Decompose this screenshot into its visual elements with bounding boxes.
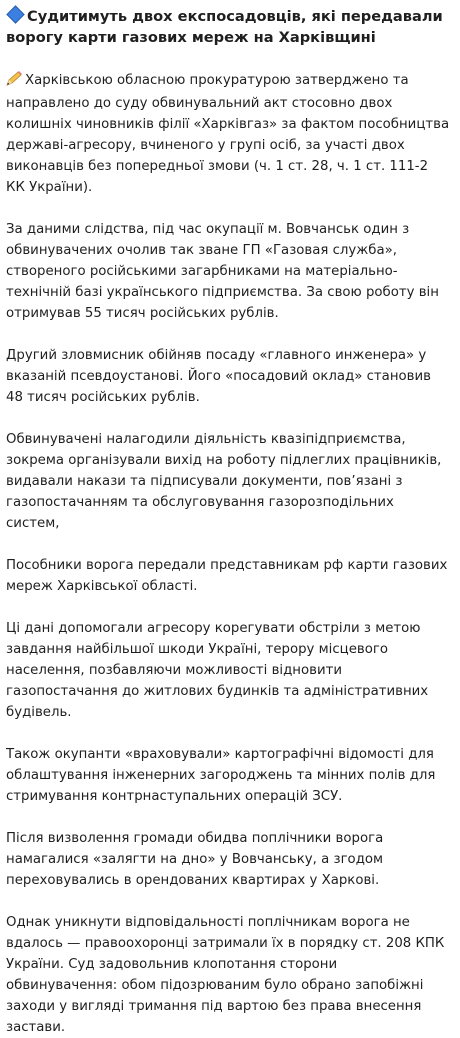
paragraph-6: Ці дані допомогали агресору корегувати обстріли з метою завдання найбільшої шкоди Україні, терору місцевого населення, позбавляючи можливості відновити газопостачання до житлових будинків та адміністративних будівель. <box>6 621 429 720</box>
paragraph-9: Однак уникнути відповідальності поплічникам ворога не вдалось — правоохоронці затримали їх в порядку ст. 208 КПК України. Суд задовольнив клопотання сторони обвинувачення: обом підозрюваним було обрано запобіжні заходи у вигляді тримання під вартою без права внесення застави. <box>6 915 445 1035</box>
paragraph-1-text: Харківською обласною прокуратурою затверджено та направлено до суду обвинувальний акт стосовно двох колишніх чиновників філії «Харківгаз» за фактом пособництва державі-агресору, вчиненого у групі осіб, за участі двох виконавців без попередньої змови (ч. 1 ст. 28, ч. 1 ст. 111-2 КК України). <box>6 73 450 195</box>
paragraph-3: Другий зловмисник обійняв посаду «главного инженера» у вказаній псевдоустанові. Його «посадовий оклад» становив 48 тисяч російських рублів. <box>6 348 431 405</box>
post-title-row <box>6 6 450 48</box>
post-title: Судитимуть двох експосадовців, які передавали ворогу карти газових мереж на Харківщині <box>6 8 443 46</box>
paragraph-2: За даними слідства, під час окупації м. Вовчанськ один з обвинувачених очолив так зване ГП «Газовая служба», створеного російськими загарбниками на матеріально-технічній базі українського підприємства. За свою роботу він отримував 55 тисяч російських рублів. <box>6 222 439 321</box>
pencil-icon <box>6 71 23 93</box>
paragraph-5: Пособники ворога передали представникам рф карти газових мереж Харківської області. <box>6 558 448 594</box>
paragraph-7: Також окупанти «враховували» картографічні відомості для облаштування інженерних загороджень та мінних полів для стримування контрнаступальних операцій ЗСУ. <box>6 747 436 804</box>
paragraph-4: Обвинувачені налагодили діяльність квазіпідприємства, зокрема організували вихід на роботу підлеглих працівників, видавали накази та підписували документи, пов’язані з газопостачанням та обслуговування газорозподільних систем, <box>6 432 442 531</box>
blue-diamond-icon <box>6 5 24 23</box>
paragraph-8: Після визволення громади обидва поплічники ворога намагалися «залягти на дно» у Вовчанську, а згодом переховувались в орендованих квартирах у Харкові. <box>6 831 384 888</box>
paragraph-1 <box>6 70 450 198</box>
